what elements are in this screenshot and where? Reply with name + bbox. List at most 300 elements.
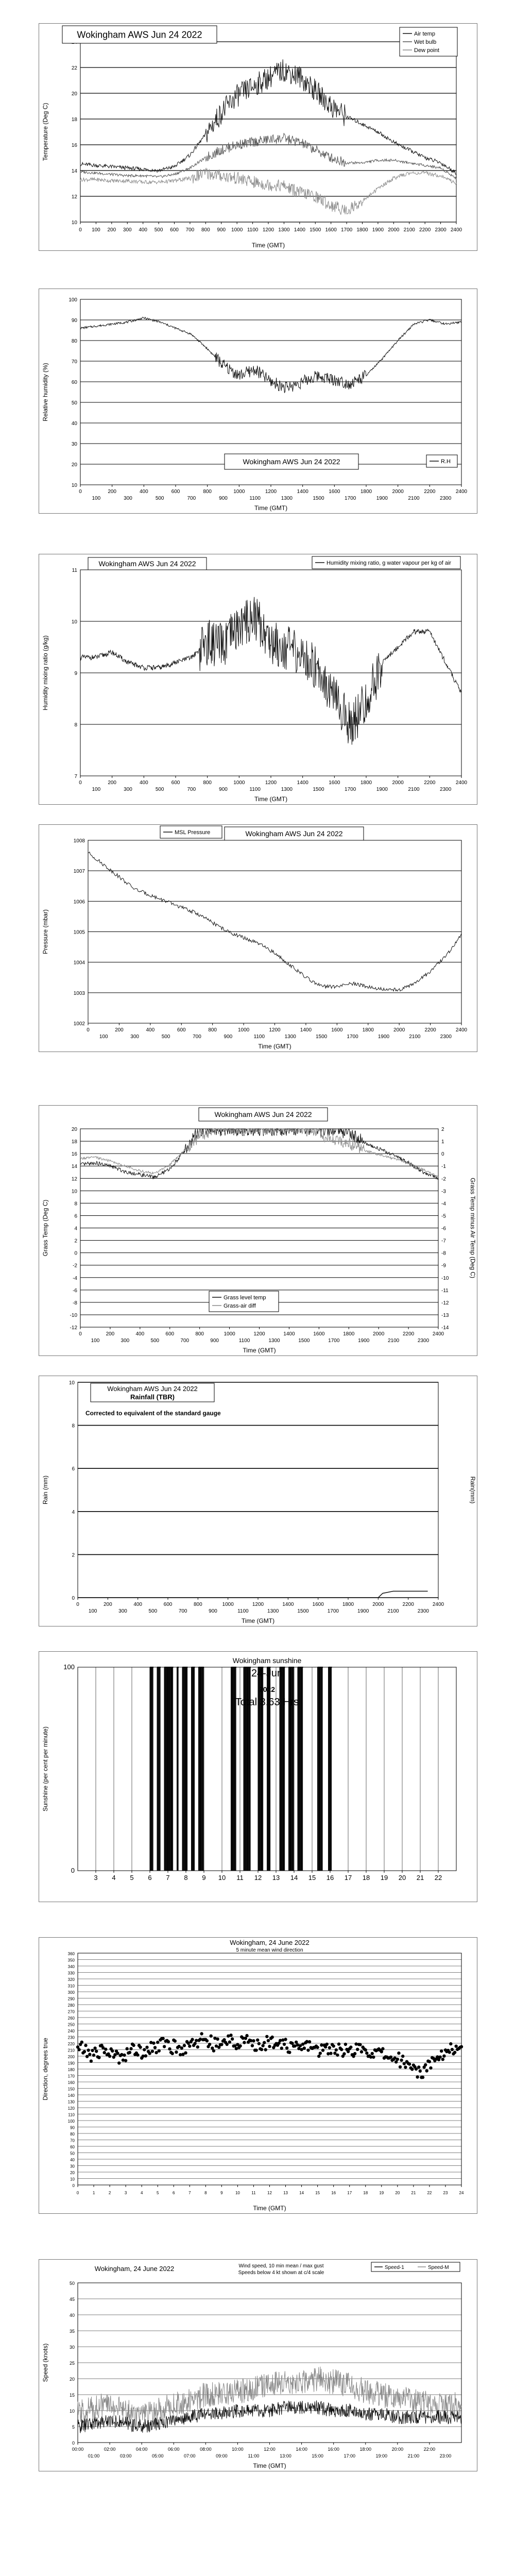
direction-point [316, 2046, 319, 2049]
x-tick-label: 200 [115, 1027, 124, 1033]
chart-date: 24-Jun [251, 1668, 283, 1679]
direction-point [416, 2075, 419, 2078]
x-tick-label: 1000 [222, 1602, 234, 1607]
direction-point [124, 2059, 127, 2062]
x-tick-label: 2300 [417, 1338, 430, 1344]
y-tick-label: 10 [71, 220, 77, 226]
y-tick-label: 270 [67, 2009, 75, 2014]
direction-point [158, 2049, 161, 2053]
x-tick-label: 1800 [360, 489, 372, 495]
direction-point [371, 2052, 374, 2055]
x-tick-label: 2100 [408, 496, 420, 501]
direction-point [80, 2041, 83, 2044]
x-tick-label: 1400 [300, 1027, 312, 1033]
chart-temperature-panel [39, 23, 477, 251]
x-tick-label: 00:00 [72, 2447, 84, 2452]
y-tick-label: 0 [74, 1250, 77, 1257]
x-tick-label: 2200 [419, 227, 431, 233]
legend-label: MSL Pressure [175, 829, 211, 836]
y-tick-label: 0 [72, 2441, 75, 2446]
direction-point [263, 2041, 266, 2044]
y-tick-label: 100 [68, 297, 77, 303]
x-tick-label: 1900 [372, 227, 384, 233]
x-tick-label: 200 [103, 1602, 112, 1607]
y2-tick-label: -6 [441, 1226, 446, 1232]
x-tick-label: 1500 [310, 227, 321, 233]
y-tick-label: 16 [71, 1151, 77, 1158]
y-tick-label: 8 [74, 722, 77, 728]
x-tick-label: 9 [220, 2191, 223, 2195]
direction-point [308, 2040, 311, 2043]
x-tick-label: 200 [106, 1331, 115, 1337]
y-tick-label: 30 [69, 2345, 75, 2350]
x-tick-label: 1900 [377, 1034, 390, 1040]
x-tick-label: 2300 [417, 1608, 429, 1614]
x-tick-label: 8 [204, 2191, 207, 2195]
y-tick-label: 35 [69, 2329, 75, 2334]
direction-point [229, 2033, 232, 2037]
legend-label: Speed-M [428, 2265, 449, 2270]
x-tick-label: 22 [427, 2191, 432, 2195]
direction-point [424, 2063, 427, 2066]
direction-point [404, 2065, 407, 2069]
y-tick-label: 40 [71, 421, 77, 427]
y2-tick-label: -4 [441, 1201, 446, 1207]
direction-point [167, 2040, 170, 2043]
y-tick-label: 25 [69, 2361, 75, 2366]
y2-tick-label: -9 [441, 1263, 446, 1269]
y-tick-label: 90 [71, 318, 77, 324]
x-tick-label: 1300 [281, 787, 293, 792]
x-tick-label: 1900 [376, 787, 388, 792]
x-tick-label: 15 [315, 2191, 320, 2195]
y-tick-label: 200 [67, 2055, 75, 2059]
y-tick-label: -6 [73, 1287, 77, 1294]
direction-point [428, 2060, 431, 2063]
x-tick-label: 700 [187, 787, 196, 792]
direction-point [268, 2045, 271, 2048]
direction-point [295, 2041, 298, 2044]
x-tick-label: 1 [92, 2191, 95, 2195]
direction-point [290, 2042, 294, 2045]
x-tick-label: 15 [308, 1874, 316, 1882]
direction-point [93, 2046, 96, 2049]
direction-point [200, 2032, 203, 2035]
legend-label: Wet bulb [414, 39, 437, 45]
y-axis-label: Temperature (Deg C) [42, 103, 49, 161]
direction-point [372, 2056, 375, 2059]
x-tick-label: 800 [195, 1331, 204, 1337]
direction-point [220, 2043, 223, 2046]
direction-point [380, 2050, 383, 2053]
x-tick-label: 8 [184, 1874, 188, 1882]
legend-label: Speed-1 [385, 2265, 404, 2270]
y-axis-label: Humidity mixing ratio (g/kg) [42, 635, 49, 710]
direction-point [344, 2043, 347, 2046]
direction-point [174, 2039, 177, 2042]
x-tick-label: 06:00 [167, 2447, 180, 2452]
direction-point [288, 2051, 291, 2054]
x-tick-label: 1400 [282, 1602, 294, 1607]
x-tick-label: 22 [434, 1874, 442, 1882]
x-tick-label: 400 [133, 1602, 143, 1607]
y2-axis-label: Rain(mm) [469, 1476, 476, 1504]
x-tick-label: 1900 [357, 1608, 369, 1614]
x-tick-label: 17 [347, 2191, 352, 2195]
x-tick-label: 14:00 [296, 2447, 307, 2452]
x-tick-label: 1900 [358, 1338, 370, 1344]
direction-point [325, 2043, 329, 2046]
x-tick-label: 20 [398, 1874, 406, 1882]
x-tick-label: 12 [267, 2191, 272, 2195]
x-tick-label: 800 [193, 1602, 202, 1607]
y-tick-label: 20 [71, 462, 77, 468]
chart-svg [39, 1938, 477, 2213]
x-tick-label: 1500 [316, 1034, 328, 1040]
y-tick-label: 250 [67, 2022, 75, 2027]
direction-point [336, 2054, 339, 2057]
x-tick-label: 2400 [450, 227, 462, 233]
y-tick-label: 260 [67, 2016, 75, 2021]
y-axis-label: Relative humidity (%) [42, 363, 49, 421]
direction-point [245, 2034, 248, 2037]
x-tick-label: 09:00 [216, 2453, 228, 2459]
direction-point [306, 2048, 310, 2052]
x-tick-label: 4 [112, 1874, 116, 1882]
x-tick-label: 1600 [329, 780, 340, 786]
direction-point [136, 2054, 139, 2057]
direction-point [403, 2062, 406, 2065]
x-tick-label: 1500 [298, 1338, 310, 1344]
direction-point [280, 2046, 283, 2049]
x-tick-label: 900 [209, 1608, 217, 1614]
x-tick-label: 7 [166, 1874, 170, 1882]
y-tick-label: 60 [70, 2145, 75, 2149]
y-tick-label: 30 [70, 2164, 75, 2169]
direction-point [254, 2048, 258, 2052]
x-tick-label: 100 [91, 1338, 100, 1344]
y2-tick-label: -12 [441, 1300, 449, 1306]
direction-point [455, 2045, 458, 2048]
direction-point [126, 2047, 129, 2050]
y-tick-label: 12 [71, 1176, 77, 1182]
chart-svg [39, 1106, 477, 1355]
x-tick-label: 2200 [424, 780, 436, 786]
x-axis-label: Time (GMT) [243, 1347, 276, 1354]
x-tick-label: 300 [124, 787, 132, 792]
y-tick-label: 180 [67, 2067, 75, 2072]
x-tick-label: 3 [124, 2191, 127, 2195]
direction-point [88, 2053, 91, 2056]
x-tick-label: 14 [290, 1874, 298, 1882]
y-tick-label: 2 [72, 1552, 75, 1558]
x-tick-label: 6 [173, 2191, 175, 2195]
x-tick-label: 700 [180, 1338, 190, 1344]
direction-point [231, 2038, 234, 2041]
direction-point [184, 2052, 187, 2055]
chart-mixing-ratio-panel [39, 554, 477, 805]
y-tick-label: 230 [67, 2035, 75, 2040]
x-tick-label: 1000 [224, 1331, 235, 1337]
y2-tick-label: -14 [441, 1325, 449, 1331]
direction-point [108, 2055, 111, 2058]
y-tick-label: 100 [63, 1663, 75, 1671]
x-tick-label: 800 [203, 780, 212, 786]
x-tick-label: 1300 [268, 1338, 280, 1344]
direction-point [91, 2049, 94, 2052]
direction-point [440, 2049, 443, 2053]
direction-point [83, 2050, 86, 2053]
x-tick-label: 2 [108, 2191, 111, 2195]
direction-point [365, 2052, 368, 2055]
direction-point [421, 2076, 424, 2079]
x-tick-label: 1600 [325, 227, 337, 233]
y-axis-label: Sunshine (per cent per minute) [42, 1726, 49, 1811]
direction-point [283, 2043, 286, 2046]
legend-label: Humidity mixing ratio, g water vapour per kg of air [327, 560, 452, 566]
y-tick-label: 45 [69, 2297, 75, 2302]
y-tick-label: 110 [68, 2112, 75, 2117]
direction-point [90, 2059, 93, 2062]
direction-point [180, 2046, 183, 2049]
y-tick-label: 14 [71, 1164, 77, 1170]
chart-wind-direction-panel [39, 1937, 477, 2214]
y-axis-label: Grass Temp (Deg C) [42, 1199, 49, 1257]
y-tick-label: 30 [71, 442, 77, 447]
y2-tick-label: 1 [441, 1139, 444, 1145]
direction-point [161, 2037, 164, 2040]
direction-point [128, 2051, 131, 2054]
direction-point [460, 2045, 463, 2048]
x-axis-label: Time (GMT) [253, 2462, 286, 2469]
chart-title: Wokingham, 24 June 2022 [230, 1939, 310, 1946]
direction-point [358, 2043, 362, 2046]
y-tick-label: 70 [71, 359, 77, 365]
y-tick-label: 10 [70, 2177, 75, 2182]
x-tick-label: 16 [326, 1874, 334, 1882]
y-tick-label: 15 [69, 2393, 75, 2398]
x-tick-label: 2100 [403, 227, 415, 233]
x-tick-label: 2100 [409, 1034, 421, 1040]
y2-tick-label: 2 [441, 1127, 444, 1132]
y2-tick-label: -1 [441, 1164, 446, 1170]
direction-point [151, 2049, 154, 2053]
y-tick-label: 290 [67, 1996, 75, 2002]
x-tick-label: 1700 [345, 496, 356, 501]
direction-point [139, 2046, 142, 2049]
direction-point [389, 2056, 392, 2059]
x-tick-label: 20:00 [391, 2447, 404, 2452]
x-tick-label: 400 [139, 780, 148, 786]
chart-subtitle-2: Speeds below 4 kt shown at c/4 scale [238, 2270, 324, 2276]
x-tick-label: 1400 [283, 1331, 295, 1337]
y-tick-label: 1003 [73, 990, 85, 996]
x-tick-label: 1300 [267, 1608, 279, 1614]
y-tick-label: 9 [74, 671, 77, 676]
direction-point [191, 2038, 194, 2041]
x-tick-label: 2300 [440, 1034, 452, 1040]
x-tick-label: 300 [123, 227, 132, 233]
direction-point [148, 2052, 151, 2055]
y-tick-label: 18 [71, 117, 77, 123]
chart-title: Wokingham AWS Jun 24 2022 [214, 1110, 312, 1118]
x-tick-label: 2200 [424, 489, 436, 495]
x-tick-label: 600 [171, 489, 180, 495]
y-tick-label: 140 [67, 2093, 75, 2098]
x-tick-label: 0 [76, 1602, 79, 1607]
x-tick-label: 1300 [278, 227, 290, 233]
x-tick-label: 700 [187, 496, 196, 501]
x-tick-label: 500 [148, 1608, 158, 1614]
x-tick-label: 100 [92, 787, 101, 792]
x-tick-label: 700 [178, 1608, 187, 1614]
direction-point [321, 2048, 324, 2052]
x-tick-label: 18 [362, 1874, 370, 1882]
y2-tick-label: 0 [441, 1151, 444, 1158]
x-tick-label: 1100 [237, 1608, 249, 1614]
x-tick-label: 2400 [455, 489, 468, 495]
y-tick-label: 350 [67, 1958, 75, 1963]
chart-title: Wokingham AWS Jun 24 2022 [243, 457, 340, 466]
y-tick-label: 10 [71, 619, 77, 625]
direction-point [144, 2054, 147, 2057]
x-tick-label: 2300 [440, 787, 452, 792]
x-tick-label: 03:00 [119, 2453, 132, 2459]
direction-point [208, 2043, 211, 2046]
x-tick-label: 1500 [313, 496, 324, 501]
direction-point [453, 2051, 456, 2054]
direction-point [196, 2045, 199, 2048]
y-tick-label: 16 [71, 143, 77, 148]
chart-rainfall-panel [39, 1376, 477, 1626]
y-tick-label: 14 [71, 168, 77, 174]
chart-wind-speed-panel [39, 2259, 477, 2471]
x-tick-label: 200 [107, 227, 116, 233]
x-tick-label: 2300 [440, 496, 452, 501]
x-tick-label: 0 [87, 1027, 90, 1033]
direction-point [143, 2048, 146, 2051]
direction-point [212, 2049, 215, 2052]
direction-point [117, 2061, 121, 2064]
x-tick-label: 23 [443, 2191, 448, 2195]
x-tick-label: 200 [108, 780, 117, 786]
chart-title: Wokingham AWS Jun 24 2022 [245, 829, 343, 838]
legend-label: Air temp [414, 31, 435, 37]
x-tick-label: 1500 [297, 1608, 309, 1614]
direction-point [183, 2044, 186, 2047]
x-tick-label: 1800 [356, 227, 368, 233]
y-tick-label: 20 [71, 1127, 77, 1132]
direction-point [188, 2044, 191, 2047]
y2-tick-label: -3 [441, 1189, 446, 1195]
y2-tick-label: -13 [441, 1312, 449, 1318]
direction-point [111, 2049, 114, 2053]
x-tick-label: 12 [254, 1874, 262, 1882]
direction-point [364, 2048, 367, 2052]
chart-svg [39, 289, 477, 513]
y-tick-label: 100 [67, 2119, 75, 2124]
direction-point [116, 2052, 119, 2055]
y-tick-label: 80 [70, 2132, 75, 2137]
direction-point [449, 2042, 452, 2045]
x-tick-label: 05:00 [151, 2453, 164, 2459]
chart-humidity-panel [39, 289, 477, 514]
x-tick-label: 19 [380, 1874, 388, 1882]
plot-area [80, 42, 456, 222]
x-tick-label: 13 [272, 1874, 280, 1882]
legend-label: R.H [441, 459, 451, 465]
direction-point [103, 2051, 106, 2054]
chart-grass-temp-panel [39, 1105, 477, 1356]
chart-title: Wokingham AWS Jun 24 2022 [98, 559, 196, 568]
x-tick-label: 11 [236, 1874, 244, 1882]
y-tick-label: -8 [73, 1300, 77, 1306]
direction-point [438, 2056, 441, 2059]
direction-point [317, 2055, 320, 2058]
direction-point [163, 2045, 166, 2048]
direction-point [284, 2038, 287, 2041]
x-tick-label: 100 [92, 227, 100, 233]
y-tick-label: 1007 [73, 869, 85, 875]
y-tick-label: 280 [67, 2003, 75, 2008]
x-tick-label: 700 [193, 1034, 201, 1040]
x-tick-label: 2000 [392, 489, 404, 495]
x-tick-label: 800 [203, 489, 212, 495]
y-axis-label: Speed (knots) [42, 2343, 49, 2382]
x-tick-label: 1000 [233, 780, 245, 786]
x-tick-label: 02:00 [104, 2447, 116, 2452]
x-tick-label: 2000 [388, 227, 400, 233]
x-tick-label: 21 [411, 2191, 416, 2195]
y-tick-label: 1005 [73, 929, 85, 936]
x-tick-label: 10 [235, 2191, 240, 2195]
chart-total: Total 3.63 Hrs [235, 1697, 299, 1708]
y2-tick-label: -7 [441, 1238, 446, 1244]
x-tick-label: 0 [79, 489, 82, 495]
x-tick-label: 2100 [408, 787, 420, 792]
x-tick-label: 18 [363, 2191, 368, 2195]
x-tick-label: 19 [379, 2191, 384, 2195]
x-tick-label: 18:00 [359, 2447, 372, 2452]
y-tick-label: 0 [71, 1867, 75, 1874]
direction-point [429, 2066, 432, 2070]
y-tick-label: 20 [71, 91, 77, 97]
chart-pressure-panel [39, 824, 477, 1052]
chart-sunshine-panel [39, 1651, 477, 1902]
direction-point [251, 2044, 254, 2047]
direction-point [342, 2052, 346, 2055]
legend-label: Grass-air diff [224, 1303, 256, 1309]
direction-point [448, 2050, 451, 2054]
y-tick-label: 10 [68, 1380, 75, 1386]
x-tick-label: 1500 [313, 787, 324, 792]
direction-point [260, 2048, 263, 2051]
direction-point [285, 2046, 288, 2049]
y-tick-label: 4 [72, 1509, 75, 1515]
direction-point [349, 2045, 352, 2048]
y-tick-label: 70 [70, 2138, 75, 2143]
y-tick-label: 40 [70, 2158, 75, 2162]
x-tick-label: 1700 [345, 787, 356, 792]
chart-title: Wokingham AWS Jun 24 2022 [107, 1385, 198, 1393]
x-tick-label: 2000 [392, 780, 404, 786]
y-tick-label: 170 [67, 2074, 75, 2079]
y-tick-label: 7 [74, 774, 77, 779]
direction-point [335, 2048, 338, 2052]
x-tick-label: 5 [130, 1874, 134, 1882]
y-tick-label: 50 [71, 400, 77, 406]
x-tick-label: 900 [219, 787, 228, 792]
